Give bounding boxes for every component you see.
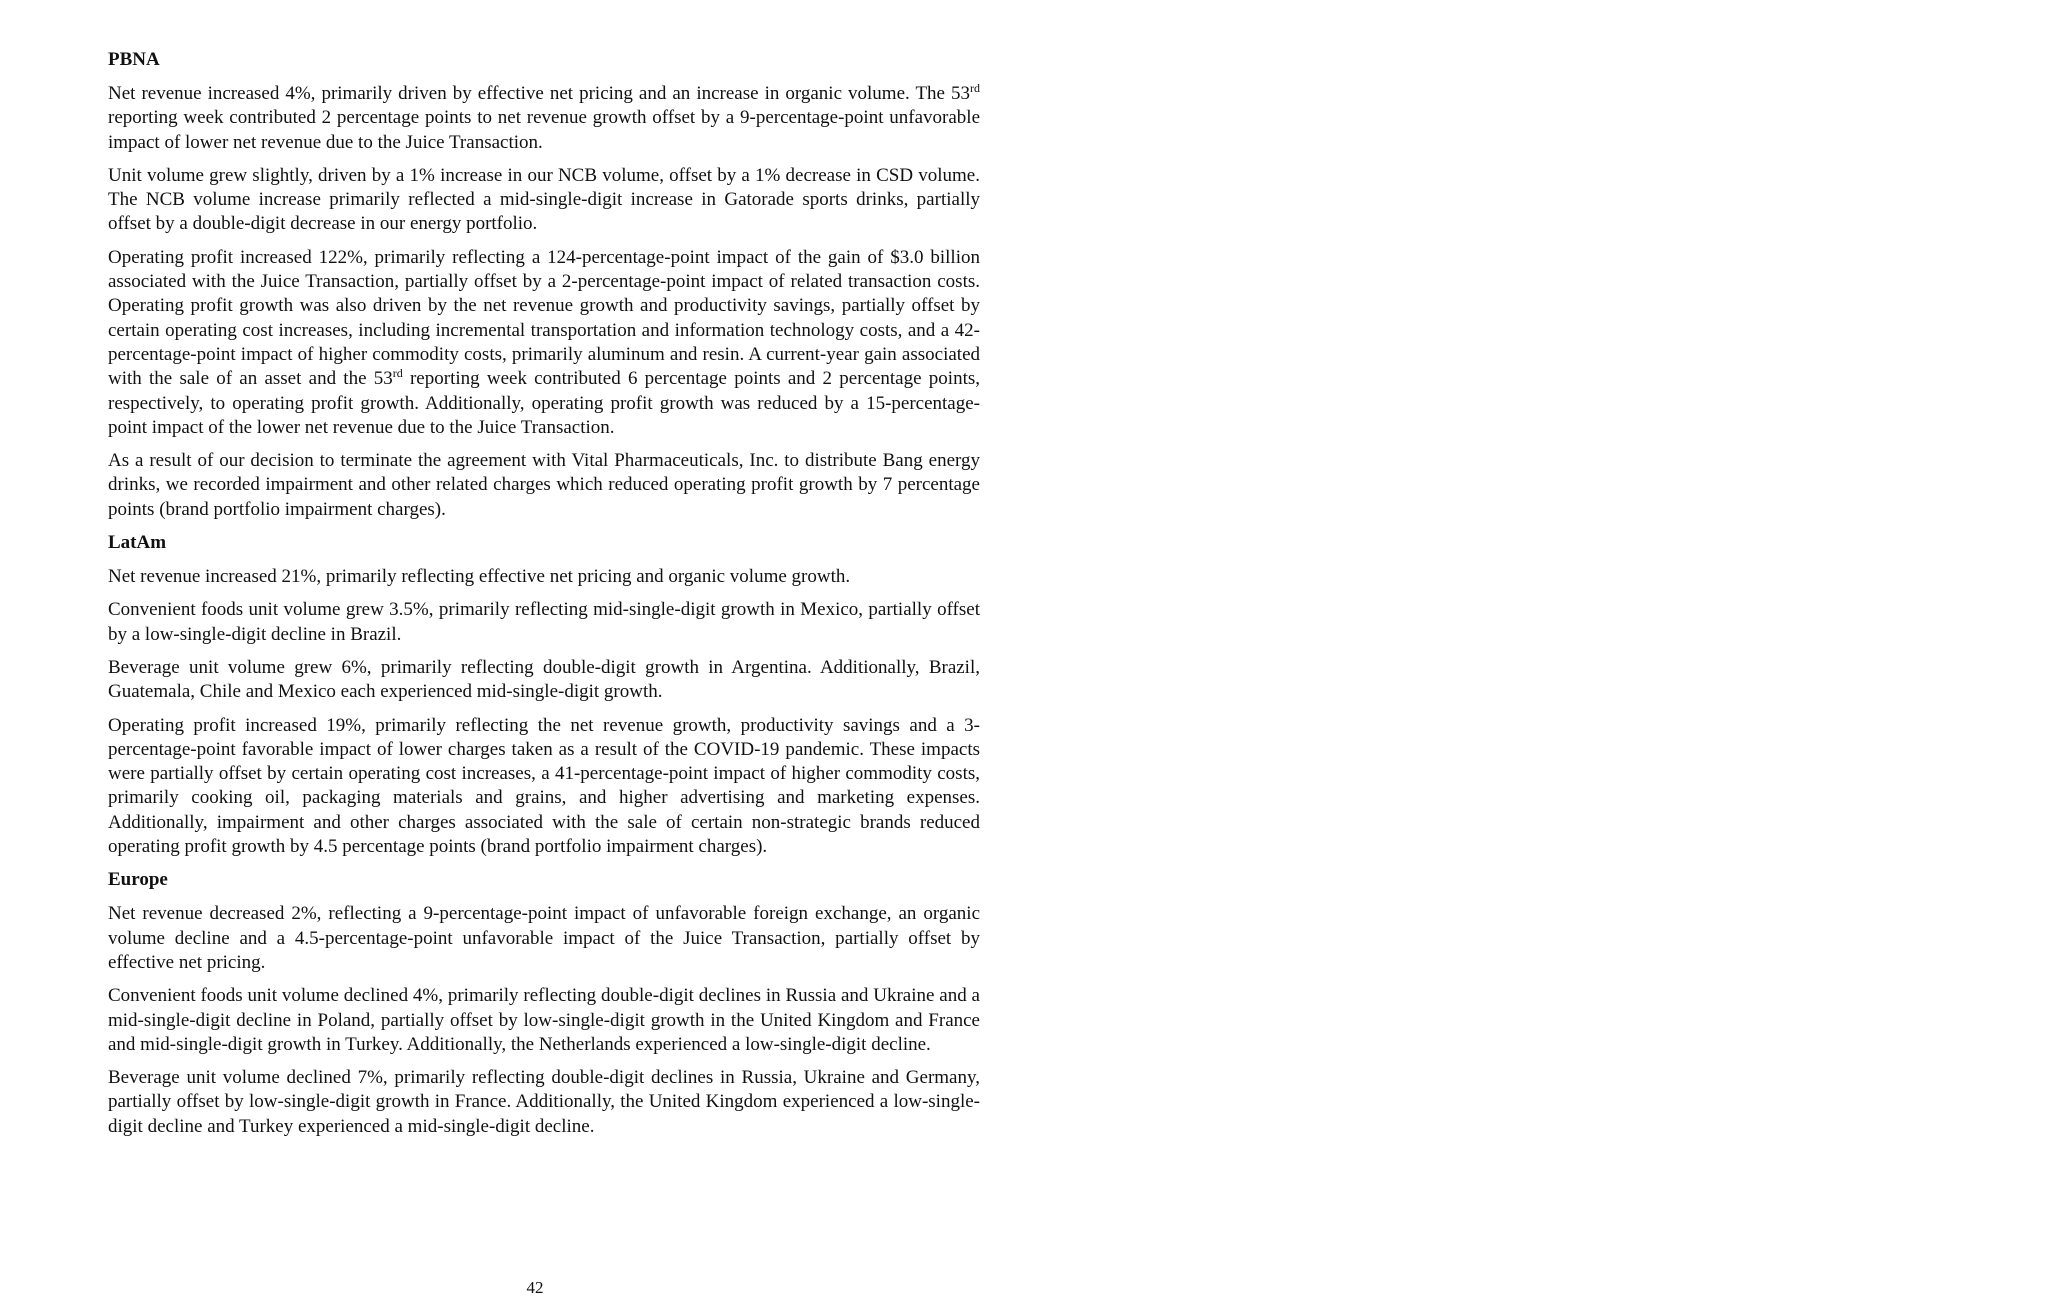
latam-paragraph-4: Operating profit increased 19%, primarily reflecting the net revenue growth, productivity savings and a 3-percentage-point favorable impact of lower charges taken as a result of the COVID-19 pandemic. These impacts were partially offset by certain operating cost increases, a 41-percentage-point impact of higher commodity costs, primarily cooking oil, packaging materials and grains, and higher advertising and marketing expenses. Additionally, impairment and other charges associated with the sale of certain non-strategic brands reduced operating profit growth by 4.5 percentage points (brand portfolio impairment charges). [108, 714, 980, 858]
europe-paragraph-1: Net revenue decreased 2%, reflecting a 9-percentage-point impact of unfavorable foreign exchange, an organic volume decline and a 4.5-percentage-point unfavorable impact of the Juice Transaction, partially offset by effective net pricing. [108, 903, 980, 973]
latam-paragraph-3: Beverage unit volume grew 6%, primarily reflecting double-digit growth in Argentina. Additionally, Brazil, Guatemala, Chile and Mexico each experienced mid-single-digit growth. [108, 656, 980, 703]
document-page [108, 48, 980, 1148]
pbna-paragraph-4: As a result of our decision to terminate the agreement with Vital Pharmaceuticals, Inc. to distribute Bang energy drinks, we recorded impairment and other related charges which reduced operating profit growth by 7 percentage points (brand portfolio impairment charges). [108, 450, 980, 520]
pbna-paragraph-1: Net revenue increased 4%, primarily driven by effective net pricing and an increase in organic volume. The 53rd reporting week contributed 2 percentage points to net revenue growth offset by a 9-percentage-point unfavorable impact of lower net revenue due to the Juice Transaction. [108, 81, 980, 153]
heading-pbna: PBNA [108, 49, 160, 70]
page-number: 42 [526, 1278, 544, 1297]
pbna-paragraph-3: Operating profit increased 122%, primarily reflecting a 124-percentage-point impact of the gain of $3.0 billion associated with the Juice Transaction, partially offset by a 2-percentage-point impact of related transaction costs. Operating profit growth was also driven by the net revenue growth and productivity savings, partially offset by certain operating cost increases, including incremental transportation and information technology costs, and a 42-percentage-point impact of higher commodity costs, primarily aluminum and resin. A current-year gain associated with the sale of an asset and the 53rd reporting week contributed 6 percentage points and 2 percentage points, respectively, to operating profit growth. Additionally, operating profit growth was reduced by a 15-percentage-point impact of the lower net revenue due to the Juice Transaction. [108, 246, 980, 438]
europe-paragraph-3: Beverage unit volume declined 7%, primarily reflecting double-digit declines in Russia, Ukraine and Germany, partially offset by low-single-digit growth in France. Additionally, the United Kingdom experienced a low-single-digit decline and Turkey experienced a mid-single-digit decline. [108, 1067, 980, 1137]
heading-latam: LatAm [108, 532, 167, 554]
heading-europe: Europe [108, 869, 168, 891]
pbna-paragraph-2: Unit volume grew slightly, driven by a 1% increase in our NCB volume, offset by a 1% decrease in CSD volume. The NCB volume increase primarily reflected a mid-single-digit increase in Gatorade sports drinks, partially offset by a double-digit decrease in our energy portfolio. [108, 164, 980, 235]
latam-paragraph-1: Net revenue increased 21%, primarily reflecting effective net pricing and organic volume growth. [108, 566, 851, 588]
europe-paragraph-2: Convenient foods unit volume declined 4%, primarily reflecting double-digit declines in Russia and Ukraine and a mid-single-digit decline in Poland, partially offset by low-single-digit growth in the United Kingdom and France and mid-single-digit growth in Turkey. Additionally, the Netherlands experienced a low-single-digit decline. [108, 985, 980, 1055]
latam-paragraph-2: Convenient foods unit volume grew 3.5%, primarily reflecting mid-single-digit growth in Mexico, partially offset by a low-single-digit decline in Brazil. [108, 599, 980, 645]
